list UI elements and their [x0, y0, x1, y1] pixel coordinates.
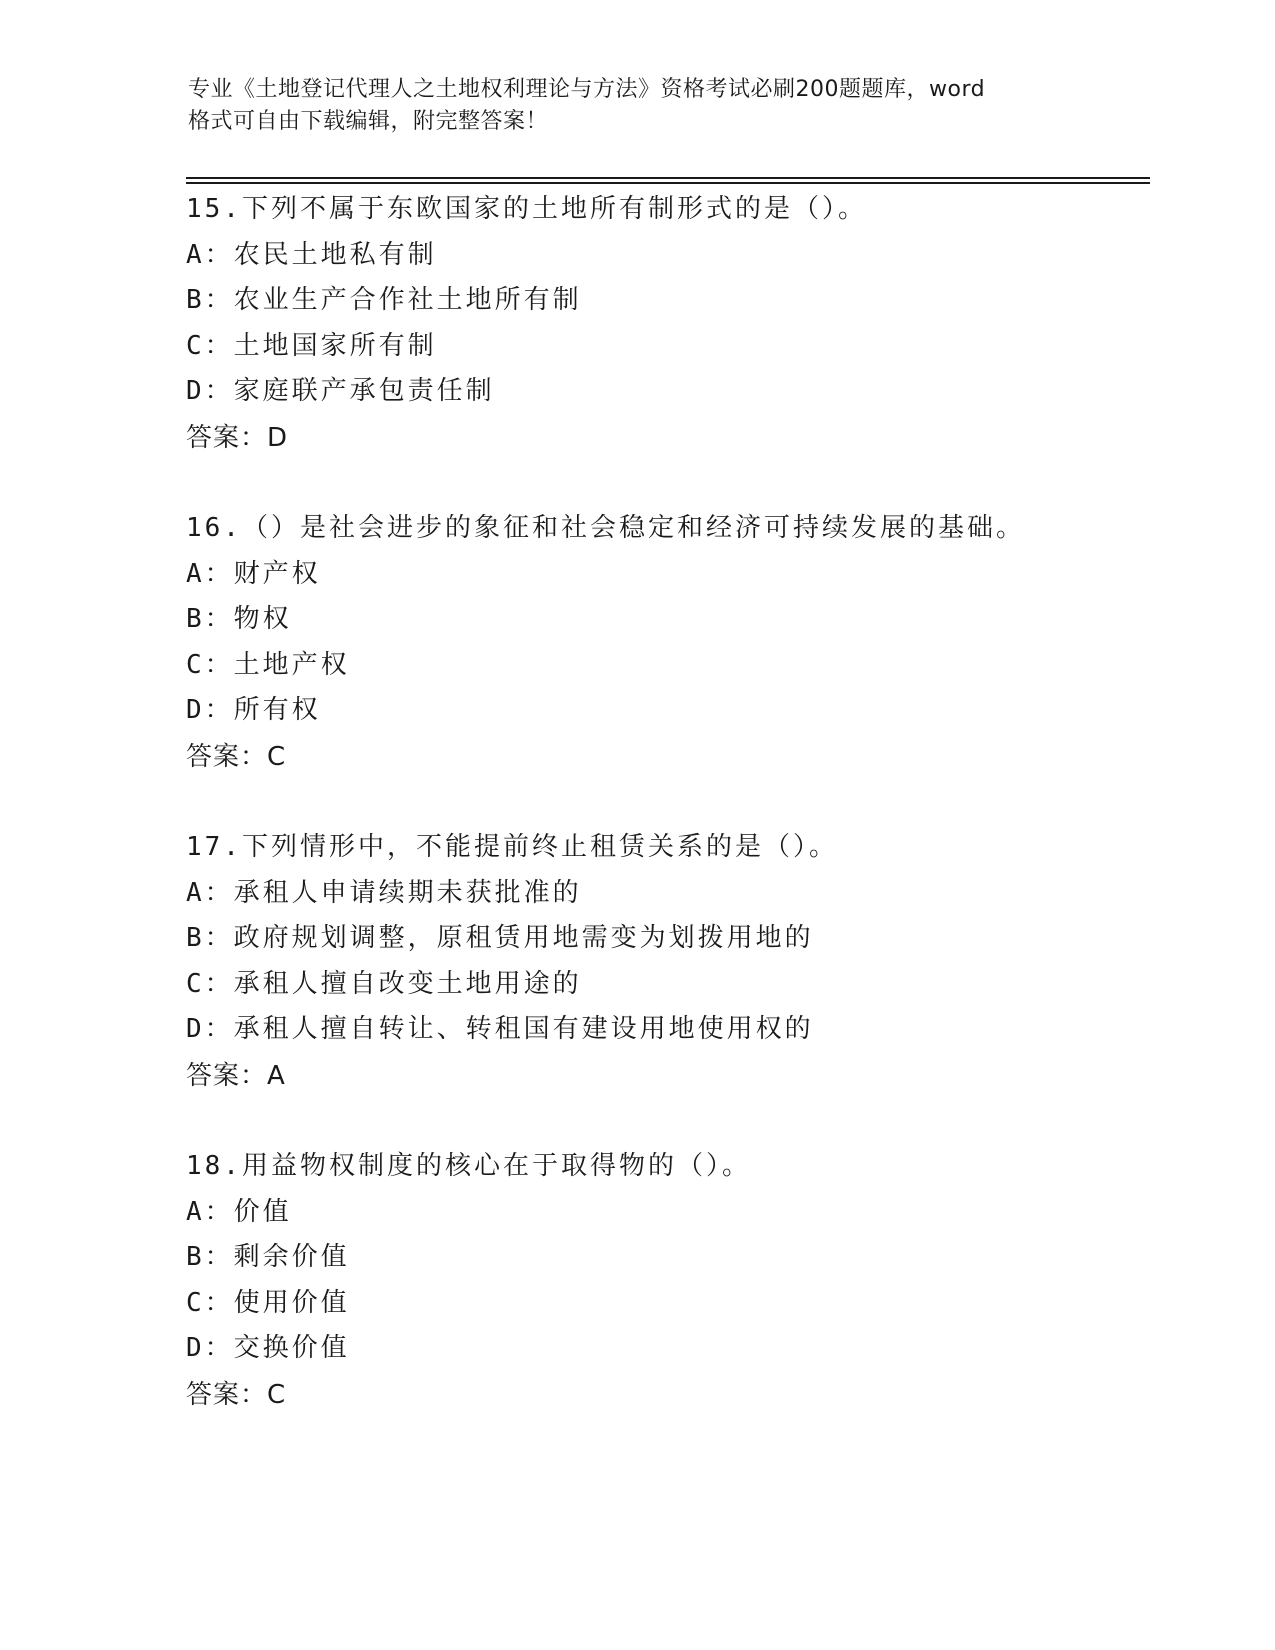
option-b: B：农业生产合作社土地所有制: [186, 285, 582, 315]
option-c: C：承租人擅自改变土地用途的: [186, 968, 582, 999]
option-d: D：交换价值: [186, 1333, 350, 1363]
question-stem: 18.用益物权制度的核心在于取得物的（）。: [186, 1151, 751, 1181]
question-18: [186, 1144, 1146, 1418]
answer: 答案：C: [186, 741, 287, 772]
option-c: C：土地产权: [186, 649, 350, 680]
question-stem: 15.下列不属于东欧国家的土地所有制形式的是（）。: [186, 194, 867, 224]
header-divider-bottom: [186, 182, 1150, 184]
option-d: D：家庭联产承包责任制: [186, 376, 495, 406]
option-a: A：承租人申请续期未获批准的: [186, 877, 582, 908]
question-15: [186, 187, 1146, 461]
option-b: B：政府规划调整，原租赁用地需变为划拨用地的: [186, 923, 814, 953]
document-header: [188, 74, 1068, 138]
option-a: A：农民土地私有制: [186, 239, 437, 270]
question-stem: 17.下列情形中，不能提前终止租赁关系的是（）。: [186, 832, 838, 862]
option-d: D：承租人擅自转让、转租国有建设用地使用权的: [186, 1014, 814, 1044]
header-line-1: 专业《土地登记代理人之土地权利理论与方法》资格考试必刷200题题库，word: [188, 77, 986, 102]
header-line-2: 格式可自由下载编辑，附完整答案！: [188, 109, 549, 134]
question-stem: 16.（）是社会进步的象征和社会稳定和经济可持续发展的基础。: [186, 513, 1025, 543]
question-17: [186, 825, 1146, 1099]
option-b: B：剩余价值: [186, 1242, 350, 1272]
option-c: C：使用价值: [186, 1287, 350, 1318]
option-d: D：所有权: [186, 695, 321, 725]
answer: 答案：A: [186, 1060, 286, 1091]
answer: 答案：D: [186, 422, 289, 453]
option-c: C：土地国家所有制: [186, 330, 437, 361]
header-divider-top: [186, 177, 1150, 179]
question-16: [186, 506, 1146, 780]
answer: 答案：C: [186, 1379, 287, 1410]
option-b: B：物权: [186, 604, 292, 634]
option-a: A：财产权: [186, 558, 321, 589]
option-a: A：价值: [186, 1196, 292, 1227]
